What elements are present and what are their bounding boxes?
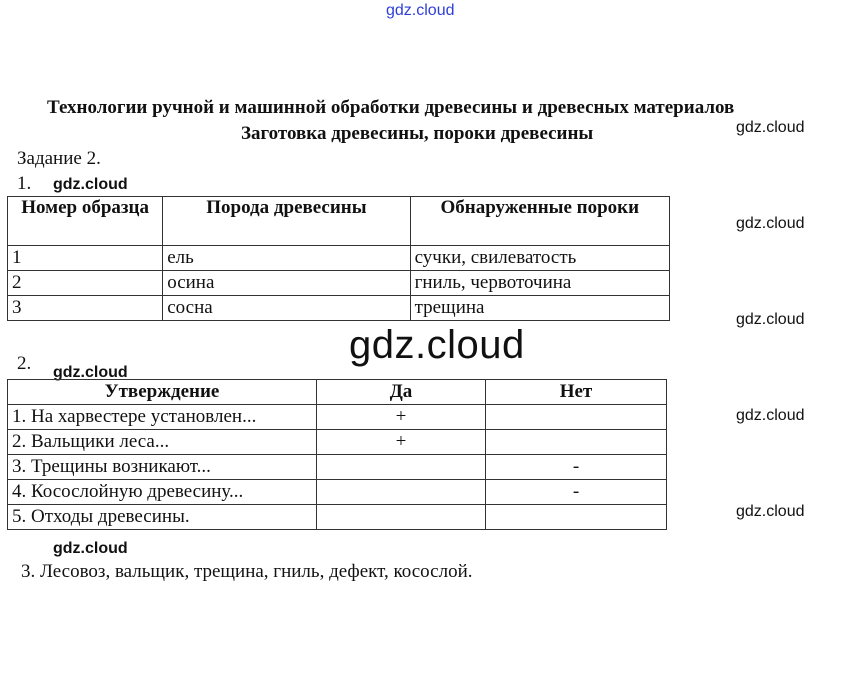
document-subtitle: Заготовка древесины, пороки древесины (241, 123, 594, 144)
column-header-sample: Номер образца (8, 197, 163, 246)
column-header-yes: Да (317, 380, 486, 405)
watermark-left-3: gdz.cloud (53, 540, 128, 557)
cell-statement: 1. На харвестере установлен... (8, 405, 317, 430)
table-row (8, 296, 670, 321)
watermark-left-1: gdz.cloud (53, 176, 128, 193)
cell-no (486, 430, 667, 455)
watermark-right-4: gdz.cloud (736, 407, 805, 424)
cell-defects: гниль, червоточина (410, 271, 669, 296)
task-label: Задание 2. (17, 148, 101, 169)
cell-no (486, 505, 667, 530)
watermark-right-3: gdz.cloud (736, 311, 805, 328)
table-row (8, 505, 667, 530)
cell-yes (317, 480, 486, 505)
cell-statement: 2. Вальщики леса... (8, 430, 317, 455)
cell-species: сосна (163, 296, 410, 321)
table-row (8, 430, 667, 455)
cell-no (486, 405, 667, 430)
watermark-top: gdz.cloud (386, 2, 455, 19)
table-row (8, 480, 667, 505)
item-1-label: 1. (17, 173, 32, 194)
cell-defects: трещина (410, 296, 669, 321)
table-header-row (8, 197, 670, 246)
cell-no: - (486, 455, 667, 480)
wood-defects-table (7, 196, 670, 321)
column-header-defects: Обнаруженные пороки (410, 197, 669, 246)
item-2-label: 2. (17, 353, 32, 374)
item-3-text: 3. Лесовоз, вальщик, трещина, гниль, дефект, косослой. (21, 561, 473, 582)
table-row (8, 405, 667, 430)
table-row (8, 271, 670, 296)
cell-sample: 3 (8, 296, 163, 321)
cell-yes (317, 455, 486, 480)
column-header-statement: Утверждение (8, 380, 317, 405)
cell-yes (317, 505, 486, 530)
watermark-right-5: gdz.cloud (736, 503, 805, 520)
cell-statement: 4. Косослойную древесину... (8, 480, 317, 505)
cell-species: ель (163, 246, 410, 271)
statements-table (7, 379, 667, 530)
column-header-species: Порода древесины (163, 197, 410, 246)
table-header-row (8, 380, 667, 405)
cell-yes: + (317, 430, 486, 455)
watermark-right-1: gdz.cloud (736, 119, 805, 136)
column-header-no: Нет (486, 380, 667, 405)
watermark-center: gdz.cloud (349, 323, 525, 367)
watermark-right-2: gdz.cloud (736, 215, 805, 232)
cell-yes: + (317, 405, 486, 430)
cell-statement: 3. Трещины возникают... (8, 455, 317, 480)
document-title: Технологии ручной и машинной обработки древесины и древесных материалов (47, 97, 735, 118)
cell-no: - (486, 480, 667, 505)
cell-statement: 5. Отходы древесины. (8, 505, 317, 530)
watermark-left-2: gdz.cloud (53, 364, 128, 381)
cell-defects: сучки, свилеватость (410, 246, 669, 271)
cell-species: осина (163, 271, 410, 296)
table-row (8, 246, 670, 271)
cell-sample: 2 (8, 271, 163, 296)
cell-sample: 1 (8, 246, 163, 271)
table-row (8, 455, 667, 480)
